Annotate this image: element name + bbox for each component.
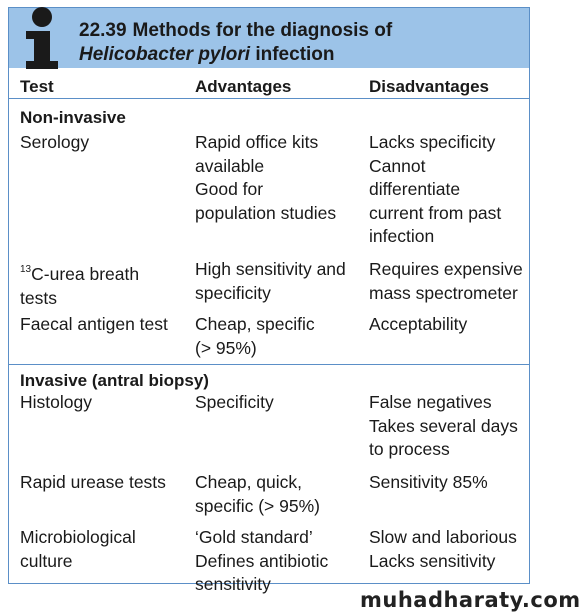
- cell-line: C-urea breath: [31, 264, 140, 284]
- table-row-disadvantages: [369, 258, 523, 305]
- cell-line: High sensitivity and: [195, 259, 346, 279]
- cell-line: ‘Gold standard’: [195, 527, 313, 547]
- table-row-disadvantages: [369, 313, 467, 337]
- cell-line: False negatives: [369, 392, 492, 412]
- table-row-test: [20, 471, 166, 495]
- table-row-advantages: [195, 391, 274, 415]
- table-row-advantages: [195, 526, 328, 597]
- column-header-test: Test: [20, 77, 54, 96]
- cell-line: current from past: [369, 202, 502, 223]
- cell-line: Faecal antigen test: [20, 314, 168, 334]
- info-icon: [12, 5, 72, 71]
- cell-line: specific (> 95%): [195, 495, 320, 516]
- box-header: [9, 8, 529, 68]
- cell-line: Cannot: [369, 155, 426, 176]
- table-row-disadvantages: [369, 391, 518, 462]
- table-row-disadvantages: [369, 471, 488, 495]
- cell-line: Defines antibiotic: [195, 550, 329, 571]
- table-row-test: [20, 391, 92, 415]
- superscript: 13: [20, 264, 32, 275]
- column-header-disadvantages: Disadvantages: [369, 77, 489, 96]
- table-row-test: [20, 526, 136, 573]
- table-row-disadvantages: [369, 526, 517, 573]
- cell-line: (> 95%): [195, 337, 257, 358]
- cell-line: Good for: [195, 179, 264, 199]
- cell-line: Rapid office kits: [195, 132, 319, 152]
- column-header-row: [9, 70, 529, 99]
- title-line-2-end: infection: [255, 44, 335, 65]
- cell-line: Sensitivity 85%: [369, 472, 488, 492]
- cell-line: Takes several days: [369, 415, 518, 436]
- cell-line: sensitivity: [195, 574, 271, 594]
- section-divider: [9, 364, 529, 365]
- section-heading-non-invasive: Non-invasive: [20, 108, 126, 127]
- cell-line: Specificity: [195, 392, 274, 412]
- cell-line: Microbiological: [20, 527, 136, 547]
- section-heading-invasive: Invasive (antral biopsy): [20, 371, 209, 390]
- cell-line: Cheap, quick,: [195, 472, 303, 492]
- cell-line: culture: [20, 550, 73, 571]
- table-row-advantages: [195, 313, 315, 360]
- watermark: muhadharaty.com: [360, 588, 581, 612]
- info-box: [8, 7, 530, 594]
- cell-line: to process: [369, 439, 450, 459]
- table-row-test: [20, 131, 89, 155]
- table-row-test: [20, 313, 168, 337]
- box-number: 22.39: [79, 20, 127, 41]
- title-line-1: Methods for the diagnosis of: [132, 20, 393, 41]
- cell-line: Lacks specificity: [369, 132, 496, 152]
- title-italic: Helicobacter pylori: [79, 44, 251, 65]
- column-header-advantages: Advantages: [195, 77, 292, 96]
- cell-line: Requires expensive: [369, 259, 523, 279]
- table-row-advantages: [195, 131, 336, 225]
- cell-line: differentiate: [369, 179, 461, 199]
- cell-line: mass spectrometer: [369, 282, 518, 303]
- cell-line: specificity: [195, 282, 271, 303]
- table-row-advantages: [195, 258, 346, 305]
- cell-line: available: [195, 155, 265, 176]
- box-title: [79, 19, 392, 67]
- table-row-advantages: [195, 471, 320, 518]
- cell-line: Rapid urease tests: [20, 472, 166, 492]
- table-row-disadvantages: [369, 131, 501, 249]
- cell-line: population studies: [195, 202, 337, 223]
- table-row-test: [20, 258, 139, 310]
- cell-line: Histology: [20, 392, 92, 412]
- cell-line: tests: [20, 287, 57, 308]
- cell-line: infection: [369, 226, 435, 246]
- cell-line: Cheap, specific: [195, 314, 315, 334]
- cell-line: Acceptability: [369, 314, 468, 334]
- cell-line: Lacks sensitivity: [369, 550, 496, 571]
- cell-line: Serology: [20, 132, 90, 152]
- cell-line: Slow and laborious: [369, 527, 517, 547]
